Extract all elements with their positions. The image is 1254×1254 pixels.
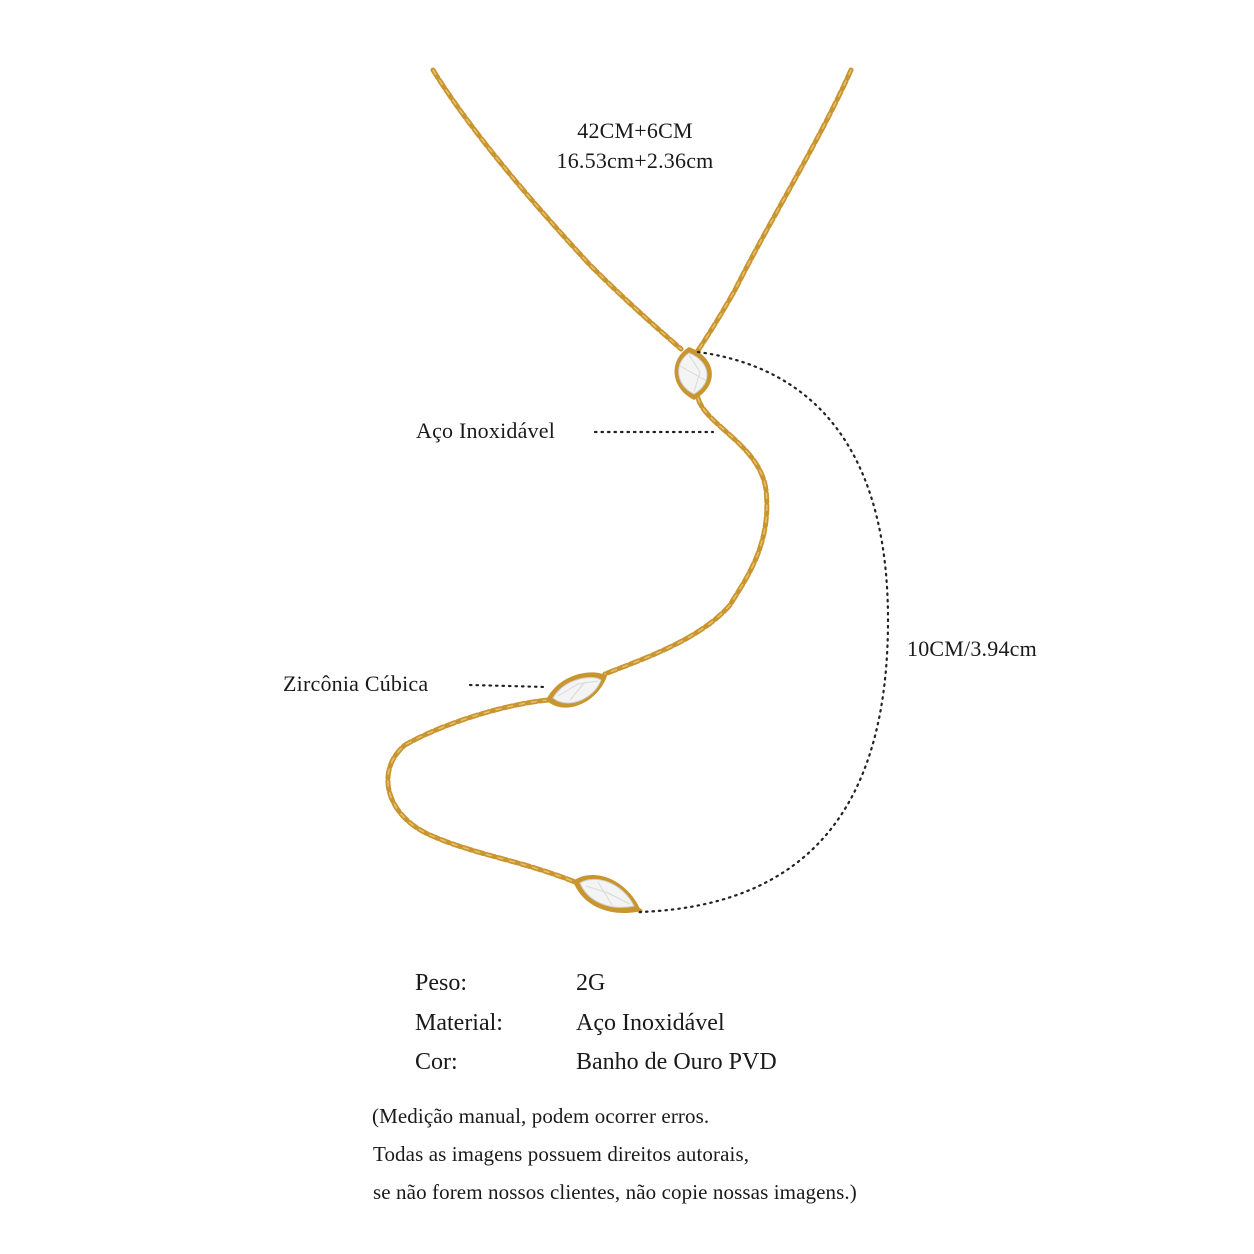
spec-key: Material: bbox=[415, 1010, 503, 1036]
stone-callout-label: Zircônia Cúbica bbox=[283, 671, 429, 696]
stone-middle bbox=[546, 672, 607, 707]
chain-left-strand bbox=[433, 70, 681, 349]
spec-value: Aço Inoxidável bbox=[576, 1010, 725, 1036]
drop-length-measure-line bbox=[640, 352, 888, 912]
disclaimer-line: (Medição manual, podem ocorrer erros. bbox=[372, 1104, 710, 1128]
chain-drop-lower bbox=[388, 700, 575, 882]
length-label-alt: 16.53cm+2.36cm bbox=[556, 148, 714, 173]
disclaimer-line: Todas as imagens possuem direitos autorais, bbox=[373, 1142, 750, 1166]
spec-value: Banho de Ouro PVD bbox=[576, 1049, 777, 1075]
spec-value: 2G bbox=[576, 970, 606, 996]
chain-drop-upper bbox=[605, 398, 767, 674]
drop-length-label: 10CM/3.94cm bbox=[907, 636, 1037, 661]
material-callout-label: Aço Inoxidável bbox=[416, 418, 556, 443]
length-label-cm: 42CM+6CM bbox=[577, 118, 693, 143]
stone-leader-line bbox=[470, 685, 546, 687]
spec-key: Cor: bbox=[415, 1049, 458, 1075]
chain-right-strand bbox=[697, 70, 851, 352]
stone-top bbox=[675, 347, 712, 400]
disclaimer-line: se não forem nossos clientes, não copie nossas imagens.) bbox=[373, 1180, 857, 1204]
stone-bottom bbox=[573, 875, 643, 914]
spec-key: Peso: bbox=[415, 970, 468, 996]
